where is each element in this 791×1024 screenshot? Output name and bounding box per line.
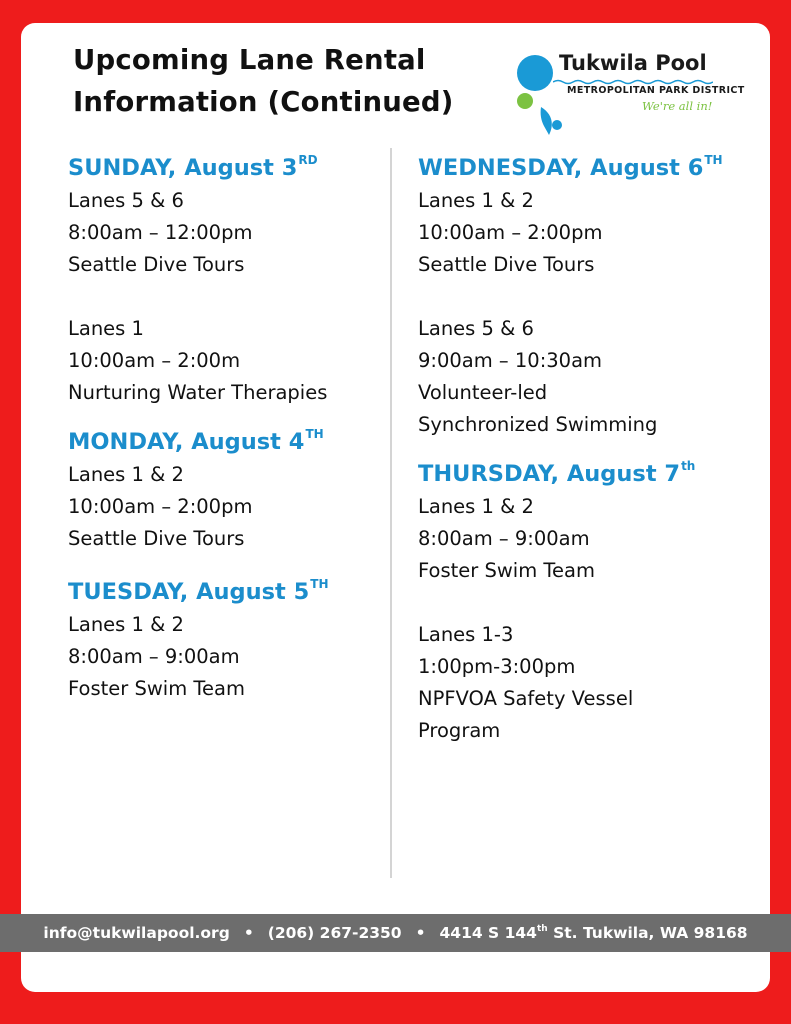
rental-entry <box>418 491 723 587</box>
time: 9:00am – 10:30am <box>418 349 603 372</box>
footer-address: 4414 S 144th St. Tukwila, WA 98168 <box>439 924 748 942</box>
day-tuesday <box>68 569 329 705</box>
lanes: Lanes 5 & 6 <box>68 189 184 212</box>
day-heading: THURSDAY, August 7th <box>418 459 696 487</box>
day-monday <box>68 419 329 555</box>
group: Nurturing Water Therapies <box>68 381 328 404</box>
day-sunday <box>68 145 329 409</box>
logo-brand-name: Tukwila Pool <box>559 51 707 75</box>
time: 10:00am – 2:00m <box>68 349 241 372</box>
logo-district: METROPOLITAN PARK DISTRICT <box>567 85 745 96</box>
right-column <box>418 145 723 747</box>
column-divider <box>390 148 392 878</box>
footer-email: info@tukwilapool.org <box>43 924 230 942</box>
rental-entry <box>68 313 329 409</box>
rental-entry <box>68 609 329 705</box>
lanes: Lanes 5 & 6 <box>418 317 534 340</box>
page-title <box>73 39 454 123</box>
group: Foster Swim Team <box>418 559 595 582</box>
rental-entry <box>418 619 723 747</box>
time: 8:00am – 9:00am <box>418 527 590 550</box>
lanes: Lanes 1 <box>68 317 144 340</box>
title-line-2: Information (Continued) <box>73 86 454 118</box>
time: 10:00am – 2:00pm <box>418 221 603 244</box>
day-thursday <box>418 451 723 747</box>
logo-tagline: We're all in! <box>642 99 713 113</box>
rental-entry <box>418 185 723 281</box>
time: 1:00pm-3:00pm <box>418 655 576 678</box>
lanes: Lanes 1 & 2 <box>68 613 184 636</box>
rental-entry <box>68 459 329 555</box>
group: Seattle Dive Tours <box>418 253 595 276</box>
group-line-2: Synchronized Swimming <box>418 413 658 436</box>
time: 8:00am – 9:00am <box>68 645 240 668</box>
group-line-1: Volunteer-led <box>418 381 548 404</box>
left-column <box>68 145 329 705</box>
footer-separator: • <box>415 924 426 942</box>
day-wednesday <box>418 145 723 441</box>
time: 8:00am – 12:00pm <box>68 221 253 244</box>
lanes: Lanes 1-3 <box>418 623 514 646</box>
day-heading: WEDNESDAY, August 6TH <box>418 153 723 181</box>
group: Seattle Dive Tours <box>68 527 245 550</box>
flyer-card <box>21 23 770 992</box>
day-heading: SUNDAY, August 3RD <box>68 153 318 181</box>
day-heading: MONDAY, August 4TH <box>68 427 324 455</box>
lanes: Lanes 1 & 2 <box>418 495 534 518</box>
footer-phone: (206) 267-2350 <box>267 924 402 942</box>
group: Foster Swim Team <box>68 677 245 700</box>
time: 10:00am – 2:00pm <box>68 495 253 518</box>
title-line-1: Upcoming Lane Rental <box>73 44 426 76</box>
lanes: Lanes 1 & 2 <box>418 189 534 212</box>
tukwila-pool-logo <box>511 51 745 143</box>
footer-separator: • <box>243 924 254 942</box>
group-line-2: Program <box>418 719 501 742</box>
day-heading: TUESDAY, August 5TH <box>68 577 329 605</box>
rental-entry <box>68 185 329 281</box>
group: Seattle Dive Tours <box>68 253 245 276</box>
contact-footer <box>0 914 791 952</box>
rental-entry <box>418 313 723 441</box>
lanes: Lanes 1 & 2 <box>68 463 184 486</box>
group-line-1: NPFVOA Safety Vessel <box>418 687 634 710</box>
